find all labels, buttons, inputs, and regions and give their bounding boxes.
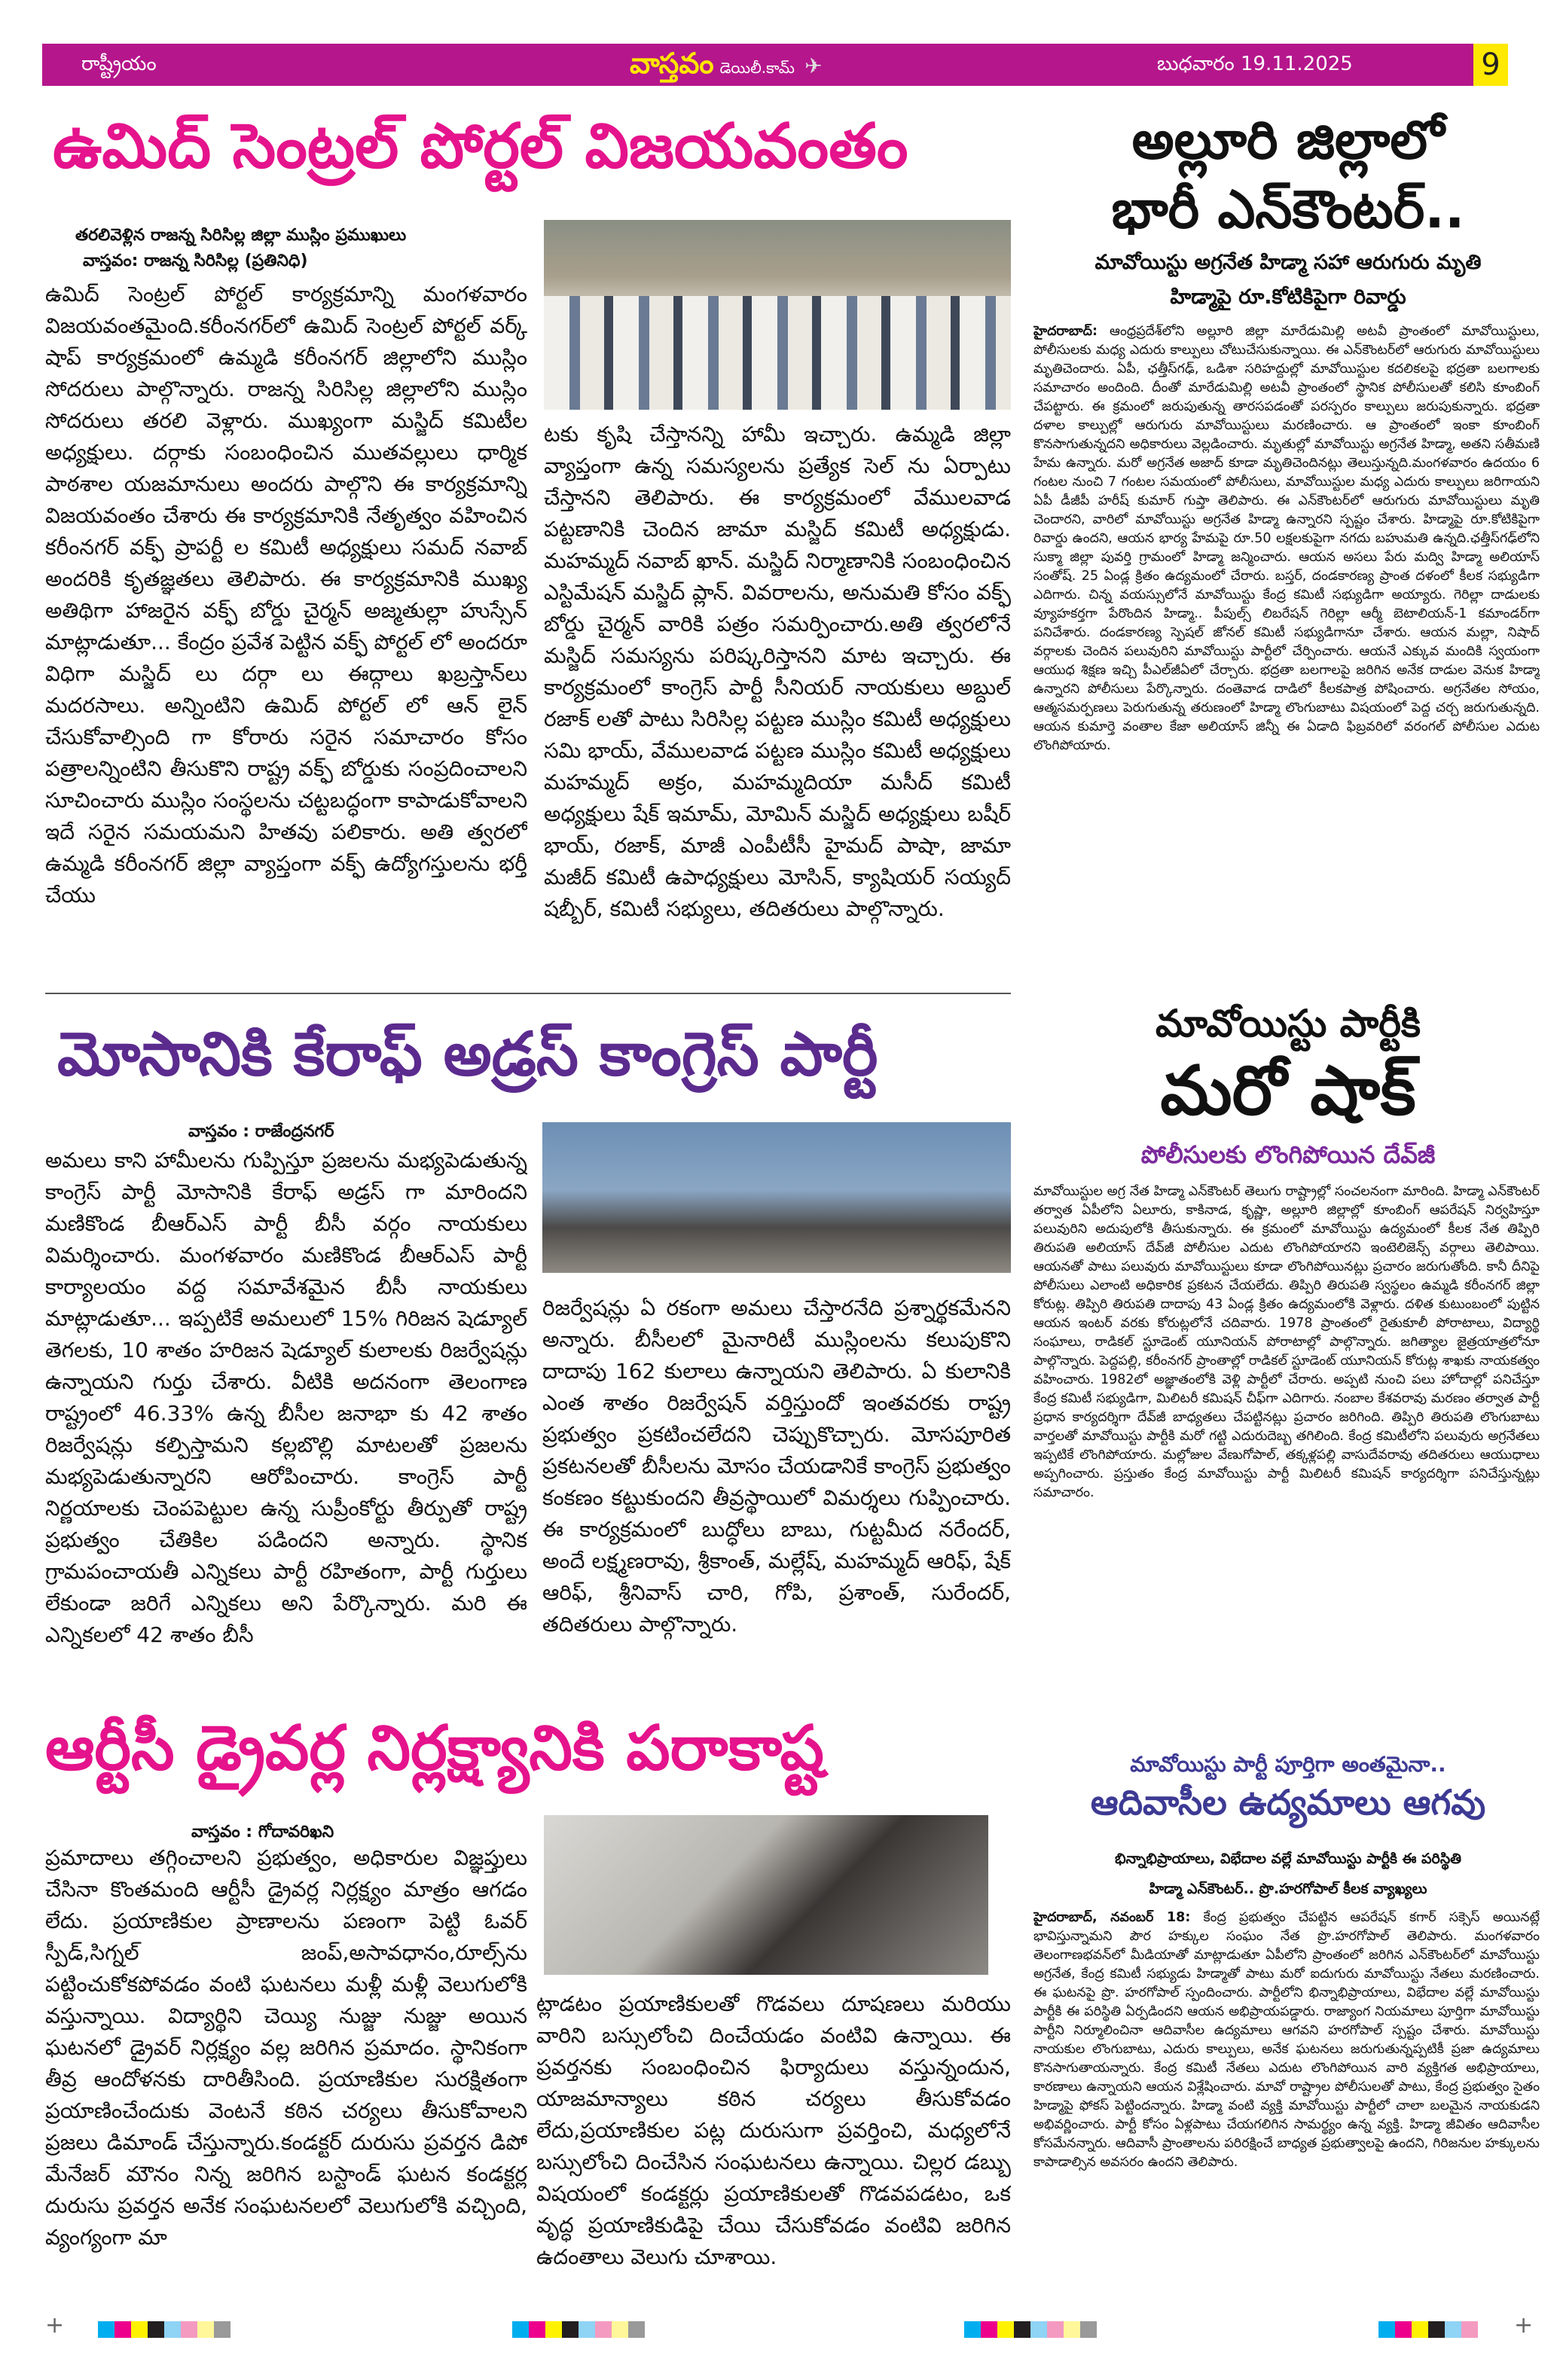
article1-column2: టకు కృషి చేస్తానన్ని హామీ ఇచ్చారు. ఉమ్మడి జిల్లా వ్యాప్తంగా ఉన్న సమస్యలను ప్రత్యేక సెల్ ను ఏర్పాటు చేస్తానని తెలిపారు. ఈ కార్యక్రమంలో వేములవాడ పట్టణానికి చెందిన జామా మస్జిద్ కమిటీ అధ్యక్షుడు. మహమ్మద్ నవాబ్ ఖాన్. మస్జిద్ నిర్మాణానికి సంబంధించిన ఎస్టిమేషన్ మస్జిద్ ప్లాన్. వివరాలను, అనుమతి కోసం వక్ఫ్ బోర్డు చైర్మన్ వారికి పత్రం సమర్పించారు.అతి త్వరలోనే మస్జిద్ సమస్యను పరిష్కరిస్తానని మాట ఇచ్చారు. ఈ కార్యక్రమంలో కాంగ్రెస్ పార్టీ సీనియర్ నాయకులు అబ్దుల్ రజాక్ లతో పాటు సిరిసిల్ల పట్టణ ముస్లిం కమిటీ అధ్యక్షులు సమి భాయ్, వేములవాడ పట్టణ ముస్లిం కమిటీ అధ్యక్షులు మహమ్మద్ అక్రం, మహమ్మదియా మసీద్ కమిటీ అధ్యక్షులు షేక్ ఇమామ్, మోమిన్ మస్జిద్ అధ్యక్షులు బషీర్ భాయ్, రజాక్, మాజీ ఎంపీటీసీ హైమద్ పాషా, జామా మజీద్ కమిటీ ఉపాధ్యక్షులు మోసిన్, క్యాషియర్ సయ్యద్ షబ్బీర్, కమిటీ సభ్యులు, తదితరులు పాల్గొన్నారు. bbox=[544, 422, 1011, 921]
issue-date: బుధవారం 19.11.2025 bbox=[1157, 53, 1353, 75]
right-story1-subheadings bbox=[1032, 246, 1544, 315]
bird-icon: ✈ bbox=[804, 53, 823, 78]
dateline: హైదరాబాద్: bbox=[1033, 324, 1098, 339]
subheading2: హిడ్మాపై రూ.కోటికిపైగా రివార్డు bbox=[1170, 285, 1406, 309]
article2-byline: వాస్తవం : రాజేంద్రనగర్ bbox=[188, 1122, 334, 1141]
right-story1-headline bbox=[1032, 105, 1544, 244]
crop-mark: + bbox=[45, 2312, 65, 2339]
right-story3-subheadings bbox=[1032, 1844, 1544, 1904]
page-number: 9 bbox=[1473, 44, 1508, 86]
article1-photo bbox=[544, 220, 1011, 410]
color-registration-bar bbox=[98, 2321, 230, 2338]
headline-line1: అల్లూరి జిల్లాలో bbox=[1131, 109, 1445, 171]
article1-headline: ఉమిద్ సెంట్రల్ పోర్టల్ విజయవంతం bbox=[53, 111, 908, 182]
color-registration-bar bbox=[964, 2321, 1097, 2338]
photo-group-of-people bbox=[544, 296, 1011, 410]
article2-column1: అమలు కాని హామీలను గుప్పిస్తూ ప్రజలను మభ్యపెడుతున్న కాంగ్రెస్ పార్టీ మోసానికి కేరాఫ్ అడ్రస్ గా మారిందని మణికొండ బీఆర్ఎస్ పార్టీ బీసీ వర్గం నాయకులు విమర్శించారు. మంగళవారం మణికొండ బీఆర్ఎస్ పార్టీ కార్యాలయం వద్ద సమావేశమైన బీసీ నాయకులు మాట్లాడుతూ... ఇప్పటికే అమలులో 15% గిరిజన షెడ్యూల్ తెగలకు, 10 శాతం హరిజన షెడ్యూల్ కులాలకు రిజర్వేషన్లు ఉన్నాయని గుర్తు చేశారు. వీటికి అదనంగా తెలంగాణ రాష్ట్రంలో 46.33% ఉన్న బీసీల జనాభా కు 42 శాతం రిజర్వేషన్లు కల్పిస్తామని కల్లబొల్లి మాటలతో ప్రజలను మభ్యపెడుతున్నారని ఆరోపించారు. కాంగ్రెస్ పార్టీ నిర్ణయాలకు చెంపపెట్టుల ఉన్న సుప్రీంకోర్టు తీర్పుతో రాష్ట్ర ప్రభుత్వం చేతికిల పడిందని అన్నారు. స్థానిక గ్రామపంచాయతీ ఎన్నికలు పార్టీ రహితంగా, పార్టీ గుర్తులు లేకుండా జరిగే ఎన్నికలు అని పేర్కొన్నారు. మరి ఈ ఎన్నికలలో 42 శాతం బీసీ bbox=[45, 1148, 527, 1647]
article1-column1: ఉమిద్ సెంట్రల్ పోర్టల్ కార్యక్రమాన్ని మంగళవారం విజయవంతమైంది.కరీంనగర్‌లో ఉమిద్ సెంట్రల్ పోర్టల్ వర్క్ షాప్ కార్యక్రమంలో ఉమ్మడి కరీంనగర్ జిల్లాలోని ముస్లిం సోదరులు పాల్గొన్నారు. రాజన్న సిరిసిల్ల జిల్లాలోని ముస్లిం సోదరులు తరలి వెళ్లారు. ముఖ్యంగా మస్జిద్ కమిటీల అధ్యక్షులు. దర్గాకు సంబంధించిన ముతవల్లులు ధార్మిక పాఠశాల యజమానులు అందరు పాల్గొని ఈ కార్యక్రమాన్ని విజయవంతం చేశారు ఈ కార్యక్రమానికి నేతృత్వం వహించిన కరీంనగర్ వక్ఫ్ ప్రాపర్టీ ల కమిటీ అధ్యక్షులు సమద్ నవాబ్ అందరికి కృతజ్ఞతలు తెలిపారు. ఈ కార్యక్రమానికి ముఖ్య అతిథిగా హాజరైన వక్ఫ్ బోర్డు చైర్మన్ అజ్మతుల్లా హుస్సేన్ మాట్లాడుతూ... కేంద్రం ప్రవేశ పెట్టిన వక్ఫ్ పోర్టల్ లో అందరూ విధిగా మస్జిద్ లు దర్గా లు ఈద్గాలు ఖబ్రస్తాన్‌లు మదరసాలు. అన్నింటిని ఉమిద్ పోర్టల్ లో ఆన్ లైన్ చేసుకోవాల్సింది గా కోరారు సరైన సమాచారం కోసం పత్రాలన్నింటిని తీసుకొని రాష్ట్ర వక్ఫ్ బోర్డుకు సంప్రదించాలని సూచించారు ముస్లిం సంస్థలను చట్టబద్ధంగా కాపాడుకోవాలని ఇదే సరైన సమయమని హితవు పలికారు. అతి త్వరలో ఉమ్మడి కరీంనగర్ జిల్లా వ్యాప్తంగా వక్ఫ్ ఉద్యోగస్తులను భర్తీ చేయు bbox=[45, 282, 527, 908]
article1-subheading: తరలివెళ్లిన రాజన్న సిరిసిల్ల జిల్లా ముస్లిం ప్రముఖులు bbox=[75, 226, 407, 245]
article3-photo-bus-interior bbox=[544, 1815, 988, 1975]
article2-column2: రిజర్వేషన్లు ఏ రకంగా అమలు చేస్తారనేది ప్రశ్నార్థకమేనని అన్నారు. బీసీలలో మైనారిటీ ముస్లింలను కలుపుకొని దాదాపు 162 కులాలు ఉన్నాయని తెలిపారు. ఏ కులానికి ఎంత శాతం రిజర్వేషన్ వర్తిస్తుందో ఇంతవరకు రాష్ట్ర ప్రభుత్వం ప్రకటించలేదని చెప్పుకొచ్చారు. మోసపూరిత ప్రకటనలతో బీసీలను మోసం చేయడానికే కాంగ్రెస్ ప్రభుత్వం కంకణం కట్టుకుందని తీవ్రస్థాయిలో విమర్శలు గుప్పించారు. ఈ కార్యక్రమంలో బుద్ధోలు బాబు, గుట్టమీద నరేందర్, అందే లక్ష్మణరావు, శ్రీకాంత్, మల్లేష్, మహమ్మద్ ఆరిఫ్, షేక్ ఆరిఫ్, శ్రీనివాస్ చారి, గోపి, ప్రశాంత్, సురేందర్, తదితరులు పాల్గొన్నారు. bbox=[542, 1295, 1011, 1637]
headline-line2: భారీ ఎన్‌కౌంటర్.. bbox=[1111, 178, 1465, 240]
newspaper-logo bbox=[630, 47, 823, 87]
article3-column1: ప్రమాదాలు తగ్గించాలని ప్రభుత్వం, అధికారుల విజ్ఞప్తులు చేసినా కొంతమంది ఆర్టీసీ డ్రైవర్ల నిర్లక్ష్యం మాత్రం ఆగడం లేదు. ప్రయాణికుల ప్రాణాలను పణంగా పెట్టి ఓవర్ స్పీడ్,సిగ్నల్ జంప్,అసావధానం,రూల్స్‌ను పట్టించుకోకపోవడం వంటి ఘటనలు మళ్లీ మళ్లీ వెలుగులోకి వస్తున్నాయి. విద్యార్థిని చెయ్యి నుజ్జు నుజ్జు అయిన ఘటనలో డ్రైవర్ నిర్లక్ష్యం వల్ల జరిగిన ప్రమాదం. స్థానికంగా తీవ్ర ఆందోళనకు దారితీసింది. ప్రయాణికుల సురక్షితంగా ప్రయాణించేందుకు వెంటనే కఠిన చర్యలు తీసుకోవాలని ప్రజలు డిమాండ్ చేస్తున్నారు.కండక్టర్ దురుసు ప్రవర్తన డిపో మేనేజర్ మౌనం నిన్న జరిగిన బస్టాండ్ ఘటన కండక్టర్ల దురుసు ప్రవర్తన అనేక సంఘటనలలో వెలుగులోకి వచ్చింది, వ్యంగ్యంగా మా bbox=[45, 1845, 527, 2250]
article3-column2: ట్లాడటం ప్రయాణికులతో గొడవలు దూషణలు మరియు వారిని బస్సులోంచి దించేయడం వంటివి ఉన్నాయి. ఈ ప్రవర్తనకు సంబంధించిన ఫిర్యాదులు వస్తున్నందున, యాజమాన్యాలు కఠిన చర్యలు తీసుకోవడం లేదు,ప్రయాణికుల పట్ల దురుసుగా ప్రవర్తించి, మధ్యలోనే బస్సులోంచి దించేసిన సంఘటనలు ఉన్నాయి. చిల్లర డబ్బు విషయంలో కండక్టర్లు ప్రయాణికులతో గొడవపడటం, ఒక వృద్ధ ప్రయాణికుడిపై చేయి చేసుకోవడం వంటివి జరిగిన ఉదంతాలు వెలుగు చూశాయి. bbox=[536, 1991, 1011, 2269]
dateline: హైదరాబాద్, నవంబర్ 18: bbox=[1033, 1910, 1191, 1925]
subheading1: భిన్నాభిప్రాయాలు, విభేదాల వల్లే మావోయిస్టు పార్టీకి ఈ పరిస్థితి bbox=[1114, 1851, 1462, 1867]
divider bbox=[45, 993, 1011, 994]
right-story3-body bbox=[1033, 1909, 1540, 2285]
right-story3-kicker: మావోయిస్టు పార్టీ పూర్తిగా అంతమైనా.. bbox=[1130, 1752, 1446, 1777]
right-story2-subheading: పోలీసులకు లొంగిపోయిన దేవ్‌జీ bbox=[1140, 1140, 1436, 1169]
color-registration-bar bbox=[1378, 2321, 1478, 2338]
right-story2-body: మావోయిస్టుల అగ్ర నేత హిడ్మా ఎన్‌కౌంటర్ తెలుగు రాష్ట్రాల్లో సంచలనంగా మారింది. హిడ్మా ఎన్‌కౌంటర్ తర్వాత ఏపీలోని ఏలూరు, కాకినాడ, కృష్ణా, అల్లూరి జిల్లాల్లో కూంబింగ్ ఆపరేషన్ నిర్వహిస్తూ పలువురిని అదుపులోకి తీసుకున్నారు. ఈ క్రమంలో మావోయిస్టు ఉద్యమంలో కీలక నేత తిప్పిరి తిరుపతి అలియాస్ దేవ్‌జీ పోలీసుల ఎదుట లొంగిపోయారని ఇంటెలిజెన్స్ వర్గాలు తెలిపాయి. ఆయనతో పాటు పలువురు మావోయిస్టులు కూడా లొంగిపోయినట్లు ప్రచారం జరుగుతోంది. కానీ దీనిపై పోలీసులు ఎలాంటి అధికారిక ప్రకటన చేయలేదు. తిప్పిరి తిరుపతి స్వస్థలం ఉమ్మడి కరీంనగర్ జిల్లా కోరుట్ల. తిప్పిరి తిరుపతి దాదాపు 43 ఏండ్ల క్రితం ఉద్యమంలోకి వెళ్లారు. దళిత కుటుంబంలో పుట్టిన ఆయన ఇంటర్ వరకు కోరుట్లలోనే చదివారు. 1978 ప్రాంతంలో రైతుకూలీ పోరాటాలు, విద్యార్థి సంఘాలు, రాడికల్ స్టూడెంట్ యూనియన్ పోరాటాల్లో పాల్గొన్నారు. జగిత్యాల జైత్రయాత్రలోనూ పాల్గొన్నారు. పెద్దపల్లి, కరీంనగర్ ప్రాంతాల్లో రాడికల్ స్టూడెంట్ యూనియన్ కోరుట్ల శాఖకు నాయకత్వం వహించారు. 1982లో అజ్ఞాతంలోకి వెళ్లి పార్టీలో చేరారు. అప్పటి నుంచి పలు హోదాల్లో పనిచేస్తూ కేంద్ర కమిటీ సభ్యుడిగా, మిలిటరీ కమిషన్ చీఫ్‌గా ఎదిగారు. నంబాల కేశవరావు మరణం తర్వాత పార్టీ ప్రధాన కార్యదర్శిగా దేవ్‌జీ బాధ్యతలు చేపట్టినట్లు ప్రచారం జరిగింది. తిప్పిరి తిరుపతి లొంగుబాటు వార్తలతో మావోయిస్టు పార్టీకి మరో గట్టి ఎదురుదెబ్బ తగిలింది. కేంద్ర కమిటీలోని పలువురు అగ్రనేతలు ఇప్పటికే లొంగిపోయారు. మల్లోజుల వేణుగోపాల్, తక్కళ్లపల్లి వాసుదేవరావు తదితరులు ఆయుధాలు అప్పగించారు. ప్రస్తుతం కేంద్ర మావోయిస్టు పార్టీ మిలిటరీ కమిషన్ కార్యదర్శిగా పనిచేస్తున్నట్లు సమాచారం. bbox=[1033, 1184, 1540, 1500]
right-story3-headline: ఆదివాసీల ఉద్యమాలు ఆగవు bbox=[1090, 1782, 1486, 1823]
headline-line1: మావోయిస్టు పార్టీకి bbox=[1156, 1002, 1421, 1045]
color-registration-bar bbox=[512, 2321, 645, 2338]
body-text: ఆంధ్రప్రదేశ్‌లోని అల్లూరి జిల్లా మారేడుమిల్లి అటవీ ప్రాంతంలో మావోయిస్టులు, పోలీసులకు మధ్య ఎదురు కాల్పులు చోటుచేసుకున్నాయి. ఈ ఎన్‌కౌంటర్‌లో ఆరుగురు మావోయిస్టులు మృతిచెందారు. ఏపీ, ఛత్తీస్‌గఢ్, ఒడిశా సరిహద్దుల్లో మావోయిస్టుల కదలికలపై భద్రతా బలగాలకు సమాచారం అందింది. దీంతో మారేడుమిల్లి అటవీ ప్రాంతంలో స్థానిక పోలీసులతో కలిసి కూంబింగ్ చేపట్టారు. ఈ క్రమంలో జరుపుతున్న తారసపడంతో పరస్పరం కాల్పులు జరుపుకున్నారు. భద్రతా దళాల కాల్పుల్లో ఆరుగురు మావోయిస్టులు మరణించారు. ఆ ప్రాంతంలో ఇంకా కూంబింగ్ కొనసాగుతున్నదని అధికారులు వెల్లడించారు. మృతుల్లో మావోయిస్టు అగ్రనేత హిడ్మా, అతని సతీమణి హేమ ఉన్నారు. మరో అగ్రనేత అజాద్ కూడా మృతిచెందినట్లు తెలుస్తున్నది.మంగళవారం ఉదయం 6 గంటల నుంచి 7 గంటల సమయంలో పోలీసులు, మావోయిస్టుల మధ్య ఎదురు కాల్పులు జరిగాయని ఏపీ డీజీపీ హరీష్ కుమార్ గుప్తా తెలిపారు. ఈ ఎన్‌కౌంటర్‌లో ఆరుగురు మావోయిస్టులు మృతి చెందారని, వారిలో మావోయిస్టు అగ్రనేత హిడ్మా ఉన్నారని స్పష్టం చేశారు. హిడ్మాపై రూ.కోటికిపైగా రివార్డు ఉందని, ఆయన భార్య హేమపై రూ.50 లక్షలకుపైగా నగదు బహుమతి ఉన్నది.ఛత్తీస్‌గఢ్‌లోని సుక్మా జిల్లా పువర్తి గ్రామంలో హిడ్మా జన్మించారు. ఆయన అసలు పేరు మద్వి హిడ్మా అలియాస్ సంతోష్. 25 ఏండ్ల క్రితం ఉద్యమంలో చేరారు. బస్తర్, దండకారణ్య ప్రాంత దళంలో కీలక సభ్యుడిగా ఎదిగారు. చిన్న వయస్సులోనే మావోయిస్టు కేంద్ర కమిటీ సభ్యుడిగా అయ్యారు. గెరిల్లా దాడులకు వ్యూహకర్తగా పేరొందిన హిడ్మా.. పీపుల్స్ లిబరేషన్ గెరిల్లా ఆర్మీ బెటాలియన్-1 కమాండర్‌గా పనిచేశారు. దండకారణ్య స్పెషల్ జోనల్ కమిటీ సభ్యుడిగానూ చేశారు. ఆయన మల్లా, నిషాద్ వర్గాలకు చెందిన పలువురిని మావోయిస్టు పార్టీలో చేర్పించారు. ఆయనే ఎక్కువ మందికి స్వయంగా ఆయుధ శిక్షణ ఇచ్చి పీఎల్‌జీఏలో చేర్చారు. భద్రతా బలగాలపై జరిగిన అనేక దాడుల వెనుక హిడ్మా ఉన్నారని పోలీసులు పేర్కొన్నారు. దంతెవాడ దాడిలో కీలకపాత్ర పోషించారు. అగ్రనేతల సోయం, ఆత్మసమర్పణలు పెరుగుతున్న తరుణంలో హిడ్మా లొంగుబాటు విషయంలో పెద్ద చర్చ జరుగుతున్నది. ఆయన కుమార్తె వంతాల కేజా అలియాస్ జిన్నీ ఈ ఏడాది ఫిబ్రవరిలో వరంగల్ పోలీసుల ఎదుట లొంగిపోయారు. bbox=[1033, 324, 1540, 753]
right-story2-headline bbox=[1032, 997, 1544, 1133]
right-story1-body bbox=[1033, 322, 1540, 993]
logo-subtitle: డెయిలీ.కామ్ bbox=[719, 59, 795, 77]
article2-photo bbox=[542, 1122, 1011, 1273]
article2-headline: మోసానికి కేరాఫ్ అడ్రస్ కాంగ్రెస్ పార్టీ bbox=[57, 1019, 878, 1089]
crop-mark: + bbox=[1514, 2312, 1534, 2339]
section-label: రాష్ట్రీయం bbox=[81, 53, 157, 75]
article3-headline: ఆర్టీసీ డ్రైవర్ల నిర్లక్ష్యానికి పరాకాష్ట bbox=[45, 1713, 824, 1784]
subheading2: హిడ్మా ఎన్‌కౌంటర్.. ప్రొ.హరగోపాల్ కీలక వ్యాఖ్యలు bbox=[1149, 1881, 1427, 1897]
logo-text: వాస్తవం bbox=[630, 47, 714, 80]
masthead bbox=[42, 44, 1473, 86]
article3-byline: వాస్తవం : గోదావరిఖని bbox=[191, 1823, 334, 1841]
article1-byline: వాస్తవం: రాజన్న సిరిసిల్ల (ప్రతినిధి) bbox=[83, 252, 308, 270]
headline-line2: మరో షాక్ bbox=[1160, 1051, 1416, 1130]
subheading1: మావోయిస్టు అగ్రనేత హిడ్మా సహా ఆరుగురు మృతి bbox=[1094, 251, 1482, 274]
body-text: కేంద్ర ప్రభుత్వం చేపట్టిన ఆపరేషన్ కగార్ సక్సెస్ అయినట్లే భావిస్తున్నామని పౌర హక్కుల సంఘం నేత ప్రొ.హరగోపాల్ తెలిపారు. మంగళవారం తెలంగాణభవన్‌లో మీడియాతో మాట్లాడుతూ ఏపీలోని ప్రాంతంలో జరిగిన ఎన్‌కౌంటర్‌లో మావోయిస్టు అగ్రనేత, కేంద్ర కమిటీ సభ్యుడు హిడ్మాతో పాటు మరో ఐదుగురు మావోయిస్టు నేతలు మరణించారు. ఈ ఘటనపై ప్రొ. హరగోపాల్ స్పందించారు. పార్టీలోని భిన్నాభిప్రాయాలు, విభేదాల వల్లే మావోయిస్టు పార్టీకి ఈ పరిస్థితి ఏర్పడిందని ఆయన అభిప్రాయపడ్డారు. రాజ్యాంగ నియమాలు పూర్తిగా మావోయిస్టు పార్టీని నిర్మూలించినా ఆదివాసీల ఉద్యమాలు ఆగవని హరగోపాల్ స్పష్టం చేశారు. మావోయిస్టు నాయకుల లొంగుబాటు, ఎదురు కాల్పులు, అనేక ఘటనలు జరుగుతున్నప్పటికీ ప్రజా ఉద్యమాలు కొనసాగుతాయన్నారు. కేంద్ర కమిటీ నేతలు ఎదుట లొంగిపోయిన వారి వ్యక్తిగత అభిప్రాయాలు, కారణాలు ఉన్నాయని ఆయన విశ్లేషించారు. మావో రాష్ట్రాల పోలీసులతో పాటు, కేంద్ర ప్రభుత్వం సైతం హిడ్మాపై ఫోకస్ పెట్టిందన్నారు. హిడ్మా వంటి వ్యక్తి మావోయిస్టు పార్టీలో చాలా బలమైన నాయకుడని అభివర్ణించారు. పార్టీ కోసం ఏళ్లపాటు చేయగలిగిన సామర్థ్యం ఉన్న వ్యక్తి. హిడ్మా జీవితం ఆదివాసీల కోసమేనన్నారు. ఆదివాసీ ప్రాంతాలను పరిరక్షించే బాధ్యత ప్రభుత్వాలపై ఉందని, గిరిజనుల హక్కులను కాపాడాల్సిన అవసరం ఉందని తెలిపారు. bbox=[1033, 1910, 1540, 2170]
